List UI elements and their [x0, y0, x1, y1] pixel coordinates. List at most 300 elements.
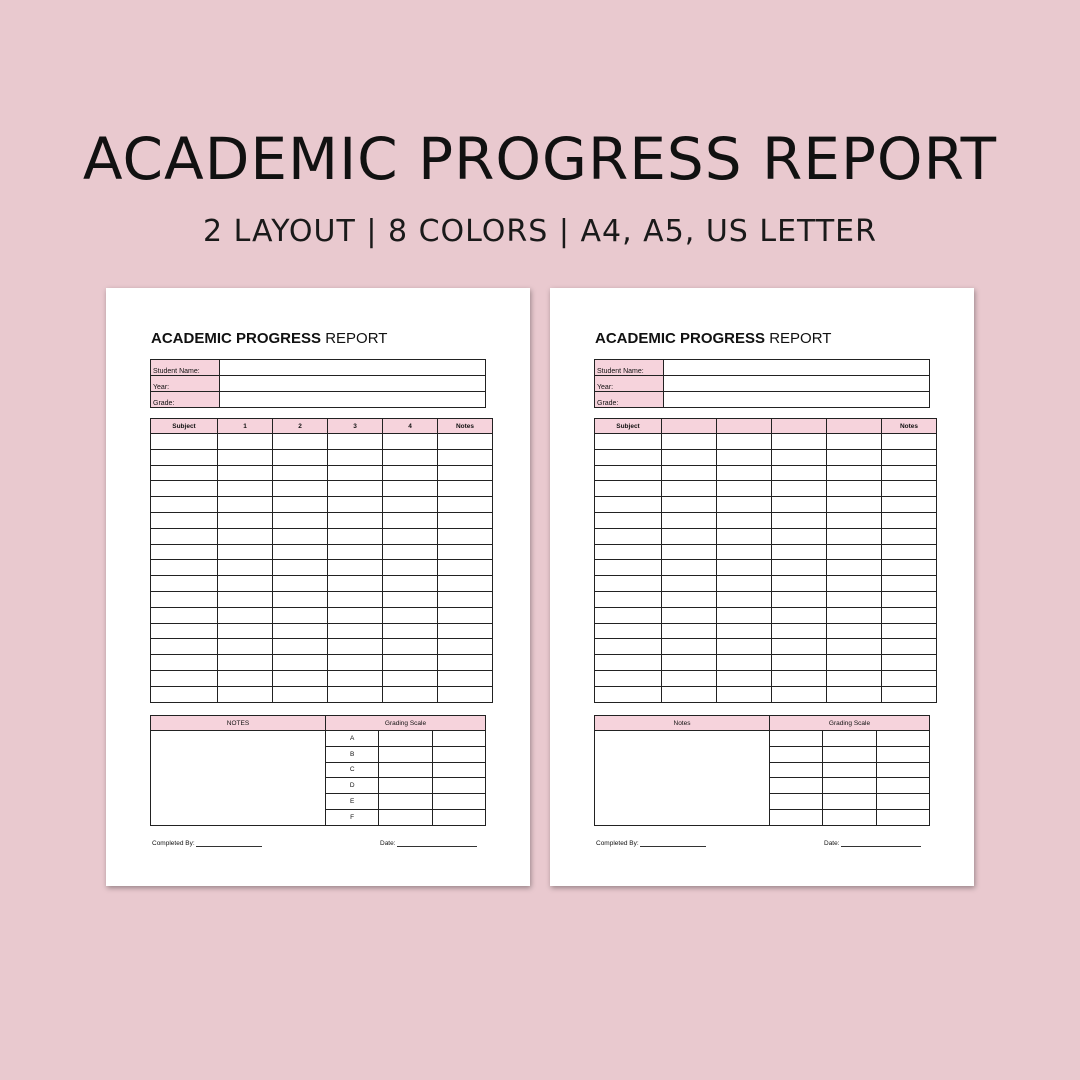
grades-cell[interactable]: [772, 686, 827, 702]
grades-cell[interactable]: [328, 434, 383, 450]
grades-row: [595, 544, 937, 560]
grades-cell[interactable]: [273, 607, 328, 623]
grades-cell[interactable]: [882, 449, 937, 465]
grades-cell[interactable]: [717, 591, 772, 607]
grades-cell[interactable]: [151, 576, 218, 592]
grades-cell[interactable]: [662, 481, 717, 497]
grading-cell[interactable]: [379, 731, 432, 747]
info-value-field[interactable]: [664, 360, 930, 376]
grades-cell[interactable]: [662, 670, 717, 686]
grades-cell[interactable]: [595, 686, 662, 702]
grades-cell[interactable]: [827, 670, 882, 686]
grades-cell[interactable]: [438, 639, 493, 655]
grades-cell[interactable]: [772, 623, 827, 639]
grading-cell[interactable]: [379, 762, 432, 778]
grades-header-cell: Notes: [438, 419, 493, 434]
grading-cell[interactable]: [432, 778, 485, 794]
grades-header-cell: [772, 419, 827, 434]
grades-cell[interactable]: [218, 434, 273, 450]
report-page-layout-1: [106, 288, 530, 886]
grades-cell[interactable]: [662, 497, 717, 513]
grades-cell[interactable]: [438, 481, 493, 497]
grades-row: [595, 449, 937, 465]
info-label: Grade:: [151, 392, 220, 408]
grades-cell[interactable]: [151, 560, 218, 576]
grading-letter: [770, 762, 823, 778]
grades-cell[interactable]: [151, 639, 218, 655]
grades-cell[interactable]: [273, 655, 328, 671]
grades-cell[interactable]: [151, 686, 218, 702]
grades-header-row: [151, 419, 493, 434]
grades-cell[interactable]: [595, 449, 662, 465]
grades-cell[interactable]: [328, 528, 383, 544]
grades-cell[interactable]: [438, 591, 493, 607]
grades-cell[interactable]: [218, 560, 273, 576]
grades-cell[interactable]: [383, 512, 438, 528]
grades-cell[interactable]: [827, 576, 882, 592]
grades-cell[interactable]: [717, 434, 772, 450]
grading-cell[interactable]: [823, 746, 876, 762]
grades-cell[interactable]: [772, 497, 827, 513]
notes-grading-table: [150, 715, 486, 826]
grades-cell[interactable]: [882, 465, 937, 481]
grades-cell[interactable]: [882, 576, 937, 592]
info-value-field[interactable]: [220, 360, 486, 376]
grades-table: [150, 418, 493, 703]
grading-cell[interactable]: [432, 731, 485, 747]
grades-cell[interactable]: [438, 465, 493, 481]
grades-cell[interactable]: [273, 686, 328, 702]
grades-cell[interactable]: [438, 576, 493, 592]
grades-cell[interactable]: [218, 686, 273, 702]
grades-cell[interactable]: [438, 512, 493, 528]
grades-row: [595, 607, 937, 623]
student-info-table: [594, 359, 930, 408]
grades-table: [594, 418, 937, 703]
grades-row: [595, 497, 937, 513]
grades-cell[interactable]: [151, 670, 218, 686]
grades-cell[interactable]: [383, 544, 438, 560]
grades-cell[interactable]: [438, 560, 493, 576]
grades-cell[interactable]: [328, 670, 383, 686]
grades-cell[interactable]: [383, 449, 438, 465]
grades-header-cell: 4: [383, 419, 438, 434]
grading-cell[interactable]: [432, 762, 485, 778]
grades-cell[interactable]: [383, 465, 438, 481]
grades-cell[interactable]: [717, 686, 772, 702]
info-value-field[interactable]: [664, 392, 930, 408]
grades-cell[interactable]: [438, 623, 493, 639]
grades-header-row: [595, 419, 937, 434]
grades-cell[interactable]: [383, 623, 438, 639]
grades-row: [151, 655, 493, 671]
grades-cell[interactable]: [438, 449, 493, 465]
grades-cell[interactable]: [328, 497, 383, 513]
grades-cell[interactable]: [882, 591, 937, 607]
grades-cell[interactable]: [218, 497, 273, 513]
grades-cell[interactable]: [882, 512, 937, 528]
grades-cell[interactable]: [595, 497, 662, 513]
grades-cell[interactable]: [717, 449, 772, 465]
grades-cell[interactable]: [151, 465, 218, 481]
completed-by-line[interactable]: [196, 840, 262, 847]
grades-cell[interactable]: [328, 512, 383, 528]
notes-area[interactable]: [595, 731, 770, 826]
grades-cell[interactable]: [383, 560, 438, 576]
grades-cell[interactable]: [662, 449, 717, 465]
grades-cell[interactable]: [827, 560, 882, 576]
grades-cell[interactable]: [595, 591, 662, 607]
grades-cell[interactable]: [882, 434, 937, 450]
grading-letter: [770, 746, 823, 762]
grades-cell[interactable]: [827, 481, 882, 497]
grading-cell[interactable]: [823, 809, 876, 825]
grades-cell[interactable]: [595, 481, 662, 497]
notes-area[interactable]: [151, 731, 326, 826]
grades-cell[interactable]: [662, 623, 717, 639]
grades-cell[interactable]: [218, 528, 273, 544]
grades-cell[interactable]: [662, 591, 717, 607]
grades-cell[interactable]: [438, 607, 493, 623]
grades-cell[interactable]: [827, 544, 882, 560]
grades-cell[interactable]: [827, 465, 882, 481]
grading-cell[interactable]: [876, 762, 929, 778]
grades-cell[interactable]: [151, 623, 218, 639]
grades-cell[interactable]: [273, 512, 328, 528]
info-row: [151, 376, 486, 392]
grades-cell[interactable]: [328, 607, 383, 623]
grades-cell[interactable]: [772, 544, 827, 560]
grades-cell[interactable]: [717, 481, 772, 497]
grades-cell[interactable]: [595, 560, 662, 576]
grades-cell[interactable]: [328, 449, 383, 465]
grades-cell[interactable]: [882, 639, 937, 655]
document-title: [151, 330, 387, 347]
grades-cell[interactable]: [595, 465, 662, 481]
grades-cell[interactable]: [273, 623, 328, 639]
grading-scale-header: Grading Scale: [770, 716, 930, 731]
grades-cell[interactable]: [273, 528, 328, 544]
info-value-field[interactable]: [664, 376, 930, 392]
grades-cell[interactable]: [438, 544, 493, 560]
grades-cell[interactable]: [772, 528, 827, 544]
grades-cell[interactable]: [772, 465, 827, 481]
grades-cell[interactable]: [218, 607, 273, 623]
grades-cell[interactable]: [717, 623, 772, 639]
grading-cell[interactable]: [379, 794, 432, 810]
grades-cell[interactable]: [827, 686, 882, 702]
grading-cell[interactable]: [379, 809, 432, 825]
grades-cell[interactable]: [772, 670, 827, 686]
grades-cell[interactable]: [273, 639, 328, 655]
grades-cell[interactable]: [273, 497, 328, 513]
grading-row: [595, 731, 930, 747]
grading-cell[interactable]: [876, 731, 929, 747]
report-page-layout-2: [550, 288, 974, 886]
info-label: Year:: [595, 376, 664, 392]
grades-cell[interactable]: [328, 623, 383, 639]
grades-cell[interactable]: [273, 449, 328, 465]
grades-cell[interactable]: [151, 655, 218, 671]
grades-cell[interactable]: [827, 591, 882, 607]
grades-row: [595, 591, 937, 607]
grades-cell[interactable]: [273, 544, 328, 560]
grades-row: [151, 481, 493, 497]
grading-cell[interactable]: [876, 809, 929, 825]
grades-cell[interactable]: [151, 544, 218, 560]
grades-cell[interactable]: [595, 607, 662, 623]
grading-letter: D: [326, 778, 379, 794]
grades-cell[interactable]: [827, 528, 882, 544]
grades-cell[interactable]: [662, 607, 717, 623]
grades-cell[interactable]: [717, 497, 772, 513]
grades-cell[interactable]: [662, 655, 717, 671]
grades-cell[interactable]: [383, 639, 438, 655]
grades-cell[interactable]: [717, 655, 772, 671]
grades-row: [595, 560, 937, 576]
document-title-regular: REPORT: [769, 330, 832, 347]
grades-cell[interactable]: [218, 591, 273, 607]
grades-cell[interactable]: [662, 434, 717, 450]
grades-cell[interactable]: [882, 607, 937, 623]
grades-cell[interactable]: [273, 670, 328, 686]
grades-cell[interactable]: [383, 607, 438, 623]
grades-cell[interactable]: [151, 481, 218, 497]
grades-header-cell: 1: [218, 419, 273, 434]
info-row: [151, 392, 486, 408]
grades-cell[interactable]: [273, 560, 328, 576]
grades-row: [151, 434, 493, 450]
grades-cell[interactable]: [595, 639, 662, 655]
grades-row: [151, 465, 493, 481]
grades-cell[interactable]: [273, 481, 328, 497]
grades-cell[interactable]: [662, 560, 717, 576]
grading-letter: [770, 794, 823, 810]
grades-cell[interactable]: [827, 434, 882, 450]
grades-cell[interactable]: [218, 512, 273, 528]
grades-cell[interactable]: [882, 481, 937, 497]
grades-cell[interactable]: [717, 607, 772, 623]
grading-cell[interactable]: [432, 746, 485, 762]
grades-cell[interactable]: [882, 686, 937, 702]
grades-cell[interactable]: [328, 655, 383, 671]
grades-cell[interactable]: [328, 686, 383, 702]
grading-letter: B: [326, 746, 379, 762]
grades-cell[interactable]: [383, 576, 438, 592]
grades-cell[interactable]: [218, 670, 273, 686]
grades-cell[interactable]: [662, 528, 717, 544]
grades-cell[interactable]: [151, 497, 218, 513]
grades-row: [151, 449, 493, 465]
grades-cell[interactable]: [438, 528, 493, 544]
info-row: [595, 360, 930, 376]
grading-cell[interactable]: [876, 746, 929, 762]
grades-cell[interactable]: [218, 544, 273, 560]
info-label: Grade:: [595, 392, 664, 408]
grades-cell[interactable]: [438, 670, 493, 686]
grading-cell[interactable]: [823, 778, 876, 794]
grades-cell[interactable]: [328, 544, 383, 560]
grades-cell[interactable]: [328, 591, 383, 607]
grades-cell[interactable]: [218, 465, 273, 481]
grades-cell[interactable]: [595, 623, 662, 639]
grades-cell[interactable]: [882, 528, 937, 544]
grades-cell[interactable]: [772, 639, 827, 655]
grades-cell[interactable]: [717, 544, 772, 560]
completed-by-line[interactable]: [640, 840, 706, 847]
grades-cell[interactable]: [273, 591, 328, 607]
grades-cell[interactable]: [772, 576, 827, 592]
grading-letter: [770, 731, 823, 747]
grading-cell[interactable]: [823, 762, 876, 778]
grades-cell[interactable]: [827, 607, 882, 623]
grades-cell[interactable]: [662, 512, 717, 528]
grades-cell[interactable]: [383, 434, 438, 450]
grading-cell[interactable]: [876, 778, 929, 794]
grades-cell[interactable]: [218, 449, 273, 465]
info-row: [595, 376, 930, 392]
grades-cell[interactable]: [595, 544, 662, 560]
grades-row: [151, 686, 493, 702]
grades-cell[interactable]: [328, 481, 383, 497]
grades-cell[interactable]: [383, 655, 438, 671]
date-field: [380, 840, 477, 847]
grades-cell[interactable]: [772, 481, 827, 497]
grades-row: [595, 576, 937, 592]
date-line[interactable]: [397, 840, 477, 847]
grades-cell[interactable]: [595, 528, 662, 544]
grades-cell[interactable]: [595, 576, 662, 592]
date-label: Date:: [380, 840, 396, 847]
grades-cell[interactable]: [595, 670, 662, 686]
completed-by-label: Completed By:: [152, 840, 195, 847]
info-value-field[interactable]: [220, 376, 486, 392]
grades-cell[interactable]: [273, 434, 328, 450]
grades-cell[interactable]: [328, 560, 383, 576]
grades-cell[interactable]: [772, 607, 827, 623]
grades-cell[interactable]: [595, 512, 662, 528]
grades-cell[interactable]: [717, 670, 772, 686]
grades-cell[interactable]: [827, 655, 882, 671]
grades-cell[interactable]: [383, 591, 438, 607]
grades-cell[interactable]: [151, 449, 218, 465]
grades-cell[interactable]: [882, 497, 937, 513]
grades-cell[interactable]: [218, 655, 273, 671]
grading-cell[interactable]: [432, 809, 485, 825]
grades-cell[interactable]: [662, 576, 717, 592]
grades-cell[interactable]: [595, 434, 662, 450]
grading-cell[interactable]: [823, 794, 876, 810]
grades-cell[interactable]: [438, 497, 493, 513]
grades-cell[interactable]: [662, 686, 717, 702]
grades-cell[interactable]: [827, 497, 882, 513]
grades-cell[interactable]: [662, 544, 717, 560]
grades-cell[interactable]: [218, 481, 273, 497]
grades-row: [595, 639, 937, 655]
grades-cell[interactable]: [772, 591, 827, 607]
grades-cell[interactable]: [151, 512, 218, 528]
info-row: [595, 392, 930, 408]
grades-cell[interactable]: [717, 560, 772, 576]
grades-cell[interactable]: [328, 576, 383, 592]
grades-cell[interactable]: [662, 639, 717, 655]
grades-header-cell: 2: [273, 419, 328, 434]
grades-cell[interactable]: [772, 560, 827, 576]
grades-cell[interactable]: [218, 576, 273, 592]
grades-cell[interactable]: [827, 449, 882, 465]
info-value-field[interactable]: [220, 392, 486, 408]
grades-cell[interactable]: [328, 465, 383, 481]
grades-cell[interactable]: [772, 434, 827, 450]
grades-cell[interactable]: [151, 434, 218, 450]
grades-cell[interactable]: [383, 686, 438, 702]
completed-by: [152, 840, 262, 847]
grades-cell[interactable]: [882, 544, 937, 560]
grades-cell[interactable]: [882, 655, 937, 671]
date-field: [824, 840, 921, 847]
grades-cell[interactable]: [328, 639, 383, 655]
grades-row: [151, 607, 493, 623]
grades-cell[interactable]: [772, 449, 827, 465]
grades-cell[interactable]: [218, 639, 273, 655]
grades-cell[interactable]: [717, 528, 772, 544]
grades-cell[interactable]: [662, 465, 717, 481]
date-line[interactable]: [841, 840, 921, 847]
grades-cell[interactable]: [438, 655, 493, 671]
document-title-regular: REPORT: [325, 330, 388, 347]
grading-letter: A: [326, 731, 379, 747]
grades-cell[interactable]: [717, 576, 772, 592]
grades-cell[interactable]: [438, 686, 493, 702]
grading-cell[interactable]: [379, 746, 432, 762]
grades-cell[interactable]: [827, 639, 882, 655]
grades-cell[interactable]: [717, 512, 772, 528]
grades-cell[interactable]: [438, 434, 493, 450]
grades-cell[interactable]: [151, 528, 218, 544]
grading-cell[interactable]: [432, 794, 485, 810]
grades-cell[interactable]: [772, 512, 827, 528]
grades-cell[interactable]: [827, 623, 882, 639]
grades-cell[interactable]: [218, 623, 273, 639]
grades-cell[interactable]: [595, 655, 662, 671]
grades-cell[interactable]: [882, 623, 937, 639]
grades-cell[interactable]: [882, 560, 937, 576]
grades-cell[interactable]: [772, 655, 827, 671]
grades-header-cell: [662, 419, 717, 434]
grading-cell[interactable]: [876, 794, 929, 810]
grades-cell[interactable]: [383, 497, 438, 513]
grades-cell[interactable]: [151, 591, 218, 607]
grades-cell[interactable]: [273, 576, 328, 592]
grading-cell[interactable]: [379, 778, 432, 794]
grades-cell[interactable]: [717, 465, 772, 481]
grades-cell[interactable]: [383, 481, 438, 497]
grades-cell[interactable]: [383, 528, 438, 544]
grades-header-cell: Subject: [151, 419, 218, 434]
grades-cell[interactable]: [717, 639, 772, 655]
notes-header: NOTES: [151, 716, 326, 731]
completed-by: [596, 840, 706, 847]
info-label: Student Name:: [595, 360, 664, 376]
grades-cell[interactable]: [882, 670, 937, 686]
grades-cell[interactable]: [827, 512, 882, 528]
grades-cell[interactable]: [383, 670, 438, 686]
grades-row: [595, 434, 937, 450]
grading-cell[interactable]: [823, 731, 876, 747]
grades-row: [151, 512, 493, 528]
grades-cell[interactable]: [151, 607, 218, 623]
grades-cell[interactable]: [273, 465, 328, 481]
